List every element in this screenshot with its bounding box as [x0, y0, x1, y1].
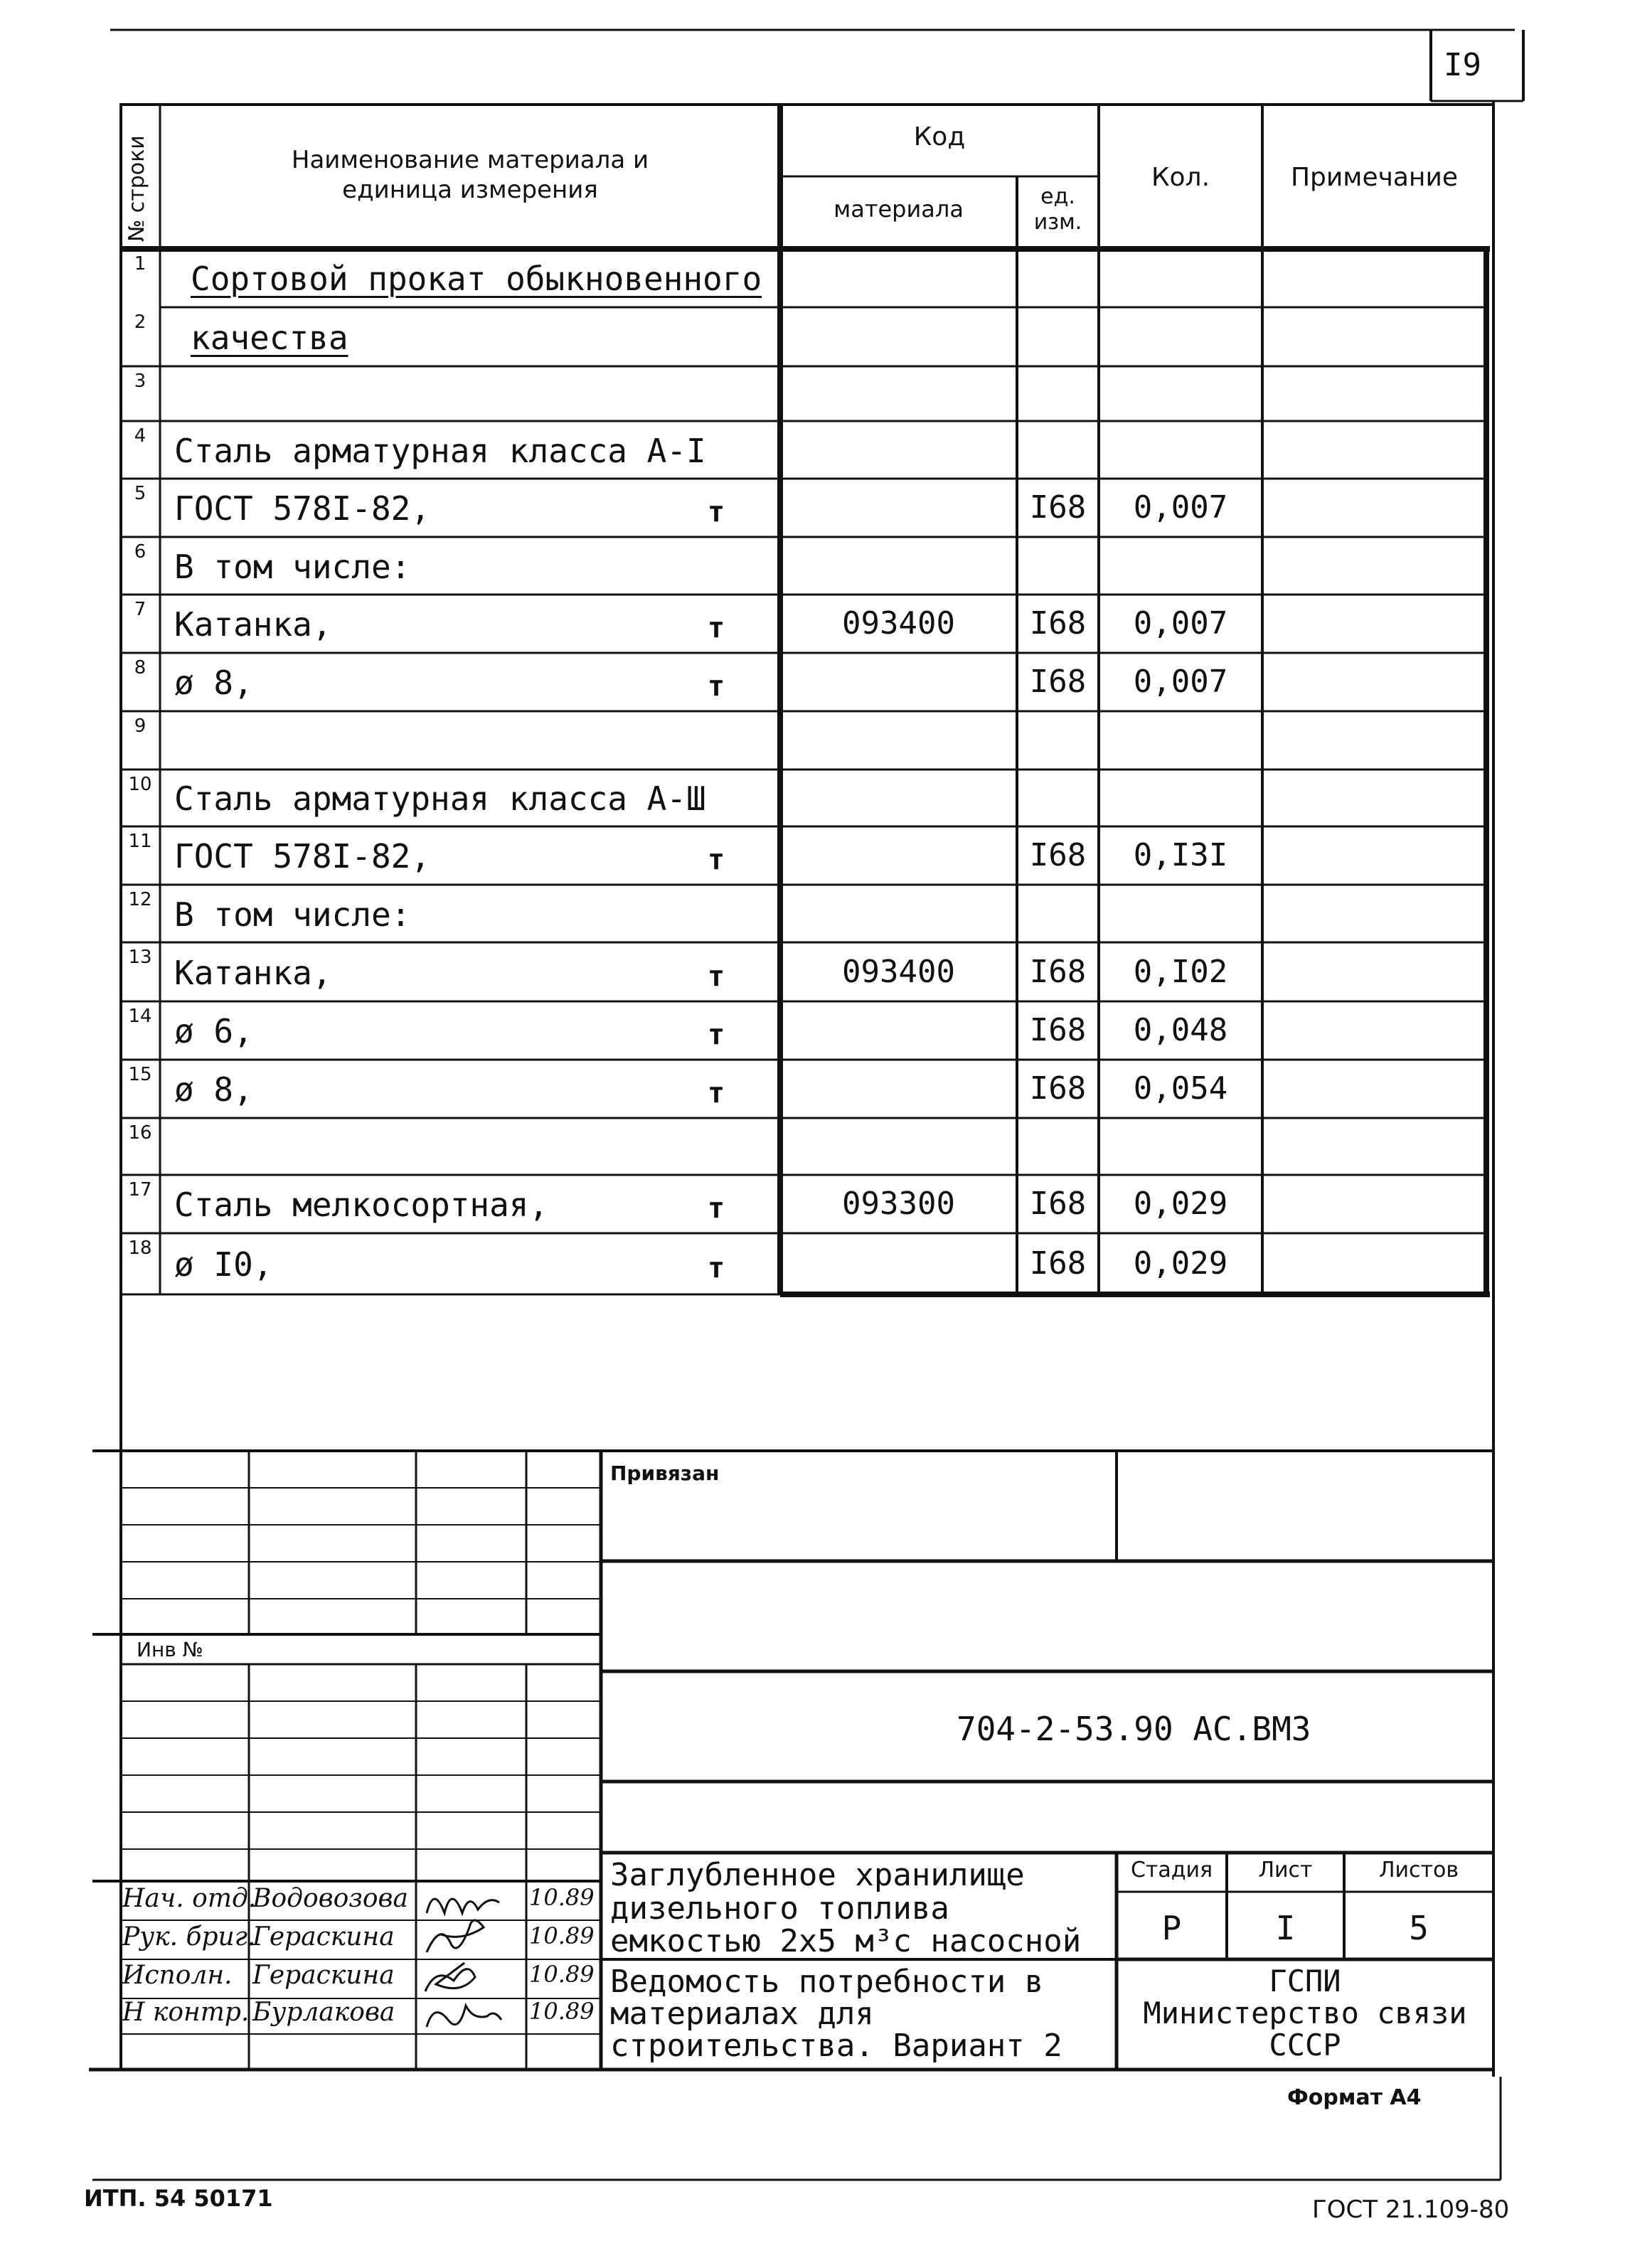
col-code-unit-header-line2: изм.: [1033, 210, 1082, 235]
row-number: 17: [128, 1179, 152, 1200]
row-number: 11: [128, 831, 152, 852]
sheet-label: Лист: [1258, 1858, 1313, 1883]
quantity: 0,007: [1133, 489, 1228, 526]
row-number: 3: [134, 371, 147, 392]
row-number: 10: [128, 774, 152, 795]
unit-of-measure: т: [708, 1077, 725, 1109]
unit-code: I68: [1029, 489, 1087, 526]
signer-role: Н контр.: [122, 1998, 250, 2027]
signer-date: 10.89: [529, 1961, 595, 1988]
row-number: 15: [128, 1064, 152, 1085]
material-name: В том числе:: [174, 895, 411, 934]
quantity: 0,I02: [1133, 953, 1228, 990]
material-code: 093400: [842, 605, 955, 641]
quantity: 0,007: [1133, 664, 1228, 700]
row-number: 14: [128, 1006, 152, 1027]
organization-line1: ГСПИ: [1269, 1964, 1341, 1998]
col-row-number-header: № строки: [124, 135, 149, 242]
row-number: 7: [134, 599, 147, 620]
material-name: ГОСТ 578I-82,: [174, 837, 431, 875]
col-code-unit-header-line1: ед.: [1040, 184, 1075, 209]
unit-of-measure: т: [708, 959, 725, 993]
unit-of-measure: т: [708, 1192, 725, 1225]
sheet-title-line3: строительства. Вариант 2: [610, 2028, 1062, 2064]
signer-name: Гераскина: [252, 1922, 395, 1952]
col-code-material-header: материала: [833, 196, 964, 223]
unit-of-measure: т: [708, 670, 725, 703]
sheet-title-line2: материалах для: [610, 1996, 874, 2032]
row-number: 9: [134, 715, 147, 737]
object-name-line2: дизельного топлива: [610, 1890, 949, 1927]
unit-code: I68: [1029, 1070, 1087, 1107]
material-name: ГОСТ 578I-82,: [174, 489, 431, 528]
signature-scribbles: [425, 1899, 501, 2027]
unit-code: I68: [1029, 1012, 1087, 1048]
row-number: 12: [128, 889, 152, 910]
unit-of-measure: т: [708, 612, 725, 644]
organization-line3: СССР: [1269, 2028, 1341, 2062]
stage-value: Р: [1161, 1909, 1182, 1947]
unit-code: I68: [1029, 1245, 1087, 1282]
col-code-header: Код: [913, 122, 966, 151]
sheets-value: 5: [1409, 1909, 1429, 1947]
footer-gost: ГОСТ 21.109-80: [1312, 2195, 1510, 2224]
material-name: В том числе:: [174, 547, 411, 586]
quantity: 0,007: [1133, 605, 1228, 641]
signer-date: 10.89: [529, 1884, 595, 1911]
row-number: 18: [128, 1237, 152, 1259]
signer-date: 10.89: [529, 1998, 595, 2025]
signer-name: Гераскина: [252, 1961, 395, 1990]
unit-of-measure: т: [708, 1018, 725, 1051]
format-label: Формат А4: [1287, 2085, 1422, 2110]
footer-left-code: ИТП. 54 50171: [84, 2185, 273, 2212]
material-code: 093400: [842, 953, 955, 990]
row-number: 8: [134, 657, 147, 678]
signer-date: 10.89: [529, 1922, 595, 1949]
row-number: 4: [134, 425, 147, 447]
material-name: ø I0,: [174, 1245, 273, 1284]
sheet-value: I: [1275, 1909, 1296, 1947]
material-name: ø 8,: [174, 664, 253, 702]
privyazan-label: Привязан: [610, 1462, 720, 1485]
material-name: Катанка,: [174, 605, 332, 644]
quantity: 0,048: [1133, 1012, 1228, 1048]
material-name: Сортовой прокат обыкновенного: [191, 260, 762, 298]
row-number: 1: [134, 253, 147, 275]
row-number: 2: [134, 312, 147, 333]
quantity: 0,054: [1133, 1070, 1228, 1107]
col-name-header-line1: Наименование материала и: [291, 146, 649, 174]
quantity: 0,I3I: [1133, 837, 1228, 873]
material-name: ø 8,: [174, 1070, 253, 1109]
material-name: ø 6,: [174, 1012, 253, 1050]
quantity: 0,029: [1133, 1186, 1228, 1222]
object-name-line3: емкостью 2х5 м³с насосной: [610, 1923, 1082, 1959]
row-number: 5: [134, 483, 147, 504]
inv-no-label: Инв №: [137, 1638, 203, 1661]
col-qty-header: Кол.: [1151, 163, 1210, 192]
row-number: 6: [134, 541, 147, 563]
material-code: 093300: [842, 1186, 955, 1222]
col-note-header: Примечание: [1290, 163, 1459, 192]
unit-of-measure: т: [708, 496, 725, 528]
document-code: 704-2-53.90 АС.ВМЗ: [957, 1710, 1311, 1748]
signer-role: Исполн.: [122, 1961, 233, 1990]
unit-code: I68: [1029, 953, 1087, 990]
material-name: Сталь мелкосортная,: [174, 1186, 549, 1224]
signer-name: Бурлакова: [252, 1998, 395, 2027]
material-name: качества: [191, 318, 348, 357]
sheets-label: Листов: [1378, 1858, 1459, 1883]
unit-code: I68: [1029, 664, 1087, 700]
signer-name: Водовозова: [252, 1884, 408, 1913]
row-number: 13: [128, 947, 152, 968]
unit-code: I68: [1029, 1186, 1087, 1222]
object-name-line1: Заглубленное хранилище: [610, 1857, 1025, 1893]
organization-line2: Министерство связи: [1143, 1996, 1467, 2030]
row-number: 16: [128, 1122, 152, 1144]
unit-of-measure: т: [708, 1252, 725, 1284]
unit-code: I68: [1029, 837, 1087, 873]
unit-code: I68: [1029, 605, 1087, 641]
col-name-header-line2: единица измерения: [342, 176, 598, 204]
unit-of-measure: т: [708, 843, 725, 876]
sheet-title-line1: Ведомость потребности в: [610, 1964, 1044, 2000]
material-name: Сталь арматурная класса А-I: [174, 431, 706, 470]
signer-role: Нач. отд.: [122, 1884, 257, 1913]
material-name: Сталь арматурная класса А-Ш: [174, 779, 706, 818]
quantity: 0,029: [1133, 1245, 1228, 1282]
page-number: I9: [1444, 47, 1481, 83]
signer-role: Рук. бриг.: [122, 1922, 256, 1952]
material-name: Катанка,: [174, 953, 332, 992]
stage-label: Стадия: [1130, 1858, 1213, 1883]
